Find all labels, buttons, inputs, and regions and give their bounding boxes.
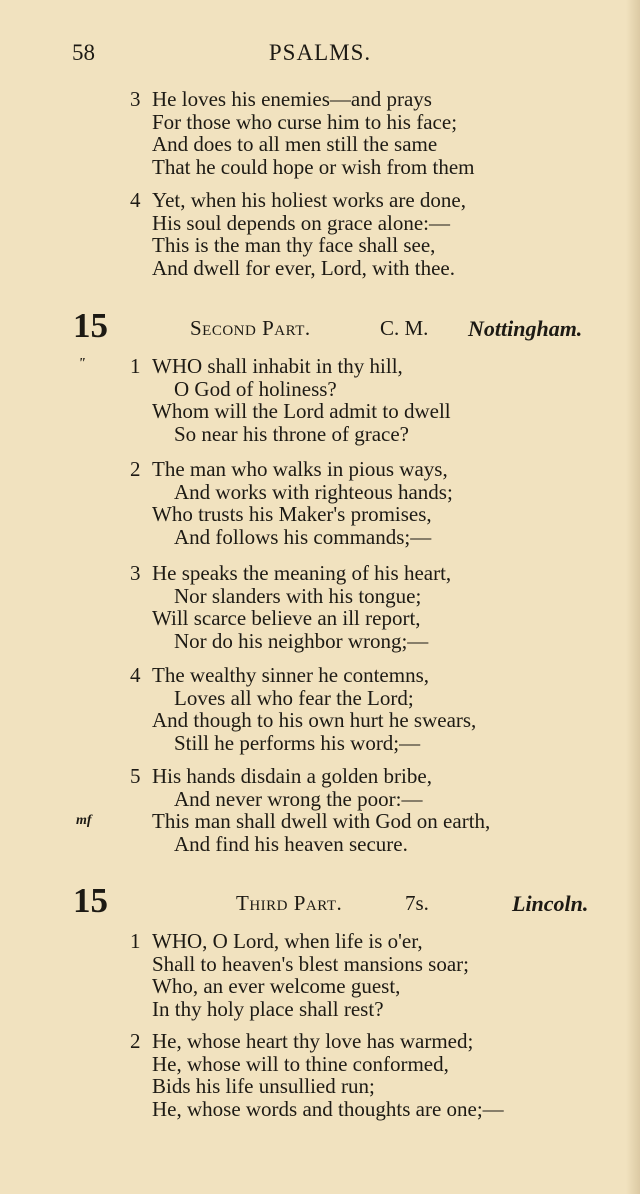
psalm-number: 15 — [73, 306, 108, 345]
stanza-3 — [130, 562, 451, 652]
stanza-number: 4 — [130, 188, 141, 212]
verse-line: His soul depends on grace alone:— — [152, 210, 451, 235]
stanza-2 — [130, 458, 453, 548]
stanza-4 — [130, 189, 466, 279]
verse-line: WHO, O Lord, when life is o'er, — [152, 929, 423, 953]
verse-line: Who trusts his Maker's promises, — [152, 502, 432, 526]
verse-line: And never wrong the poor:— — [174, 786, 423, 811]
verse-line: He loves his enemies—and prays — [152, 87, 432, 111]
verse-line: The wealthy sinner he contemns, — [152, 663, 429, 687]
psalm-heading-third-part — [0, 881, 640, 921]
verse-line: The man who walks in pious ways, — [152, 457, 448, 481]
verse-line: In thy holy place shall rest? — [152, 996, 384, 1021]
verse-line: Still he performs his word;— — [174, 730, 421, 755]
stanza-4 — [130, 664, 476, 754]
metre: 7s. — [405, 891, 429, 915]
page-header — [0, 40, 640, 74]
tune-name: Nottingham. — [468, 316, 583, 341]
verse-line: He speaks the meaning of his heart, — [152, 561, 452, 585]
psalm-heading-second-part — [0, 306, 640, 346]
stanza-2 — [130, 1030, 504, 1120]
verse-line: Nor do his neighbor wrong;— — [174, 628, 429, 653]
stanza-number: 2 — [130, 1029, 141, 1053]
part-title: Third Part. — [236, 891, 343, 915]
stanza-number: 4 — [130, 663, 141, 687]
verse-line: This man shall dwell with God on earth, — [152, 809, 491, 833]
verse-line: And works with righteous hands; — [174, 479, 453, 504]
verse-line: Will scarce believe an ill report, — [152, 606, 421, 630]
stanza-number: 3 — [130, 561, 141, 585]
part-title: Second Part. — [190, 316, 311, 340]
verse-line: He, whose words and thoughts are one;— — [152, 1096, 504, 1121]
verse-line: O God of holiness? — [174, 376, 337, 401]
verse-line: And find his heaven secure. — [174, 831, 408, 856]
psalm-number: 15 — [73, 881, 108, 920]
verse-line: And dwell for ever, Lord, with thee. — [152, 255, 455, 280]
verse-line: He, whose will to thine conformed, — [152, 1051, 449, 1076]
verse-line: And does to all men still the same — [152, 132, 438, 156]
verse-line: His hands disdain a golden bribe, — [152, 764, 432, 788]
verse-line: Nor slanders with his tongue; — [174, 583, 422, 608]
running-title: PSALMS. — [268, 40, 372, 65]
marginal-mark: " — [78, 356, 86, 371]
verse-line: And follows his commands;— — [174, 524, 432, 549]
dynamic-marking-mf: mf — [76, 813, 92, 828]
verse-line: He, whose heart thy love has warmed; — [152, 1029, 474, 1053]
verse-line: And though to his own hurt he swears, — [152, 708, 477, 732]
stanza-1 — [130, 355, 451, 445]
verse-line: Loves all who fear the Lord; — [174, 685, 414, 710]
verse-line: Yet, when his holiest works are done, — [152, 188, 466, 212]
verse-line: This is the man thy face shall see, — [152, 233, 436, 257]
stanza-number: 2 — [130, 457, 141, 481]
page-edge-shadow — [626, 0, 640, 1194]
page-number: 58 — [72, 40, 95, 65]
stanza-3 — [130, 88, 475, 178]
verse-line: Shall to heaven's blest mansions soar; — [152, 951, 469, 976]
verse-line: That he could hope or wish from them — [152, 154, 475, 179]
verse-line: For those who curse him to his face; — [152, 109, 458, 134]
stanza-number: 3 — [130, 87, 141, 111]
tune-name: Lincoln. — [512, 891, 589, 916]
stanza-1 — [130, 930, 469, 1020]
verse-line: Who, an ever welcome guest, — [152, 974, 401, 998]
stanza-5 — [130, 765, 490, 855]
metre: C. M. — [380, 316, 429, 340]
verse-line: So near his throne of grace? — [174, 421, 409, 446]
stanza-number: 5 — [130, 764, 141, 788]
stanza-number: 1 — [130, 354, 141, 378]
verse-line: WHO shall inhabit in thy hill, — [152, 354, 403, 378]
stanza-number: 1 — [130, 929, 141, 953]
verse-line: Whom will the Lord admit to dwell — [152, 399, 451, 423]
verse-line: Bids his life unsullied run; — [152, 1074, 375, 1098]
